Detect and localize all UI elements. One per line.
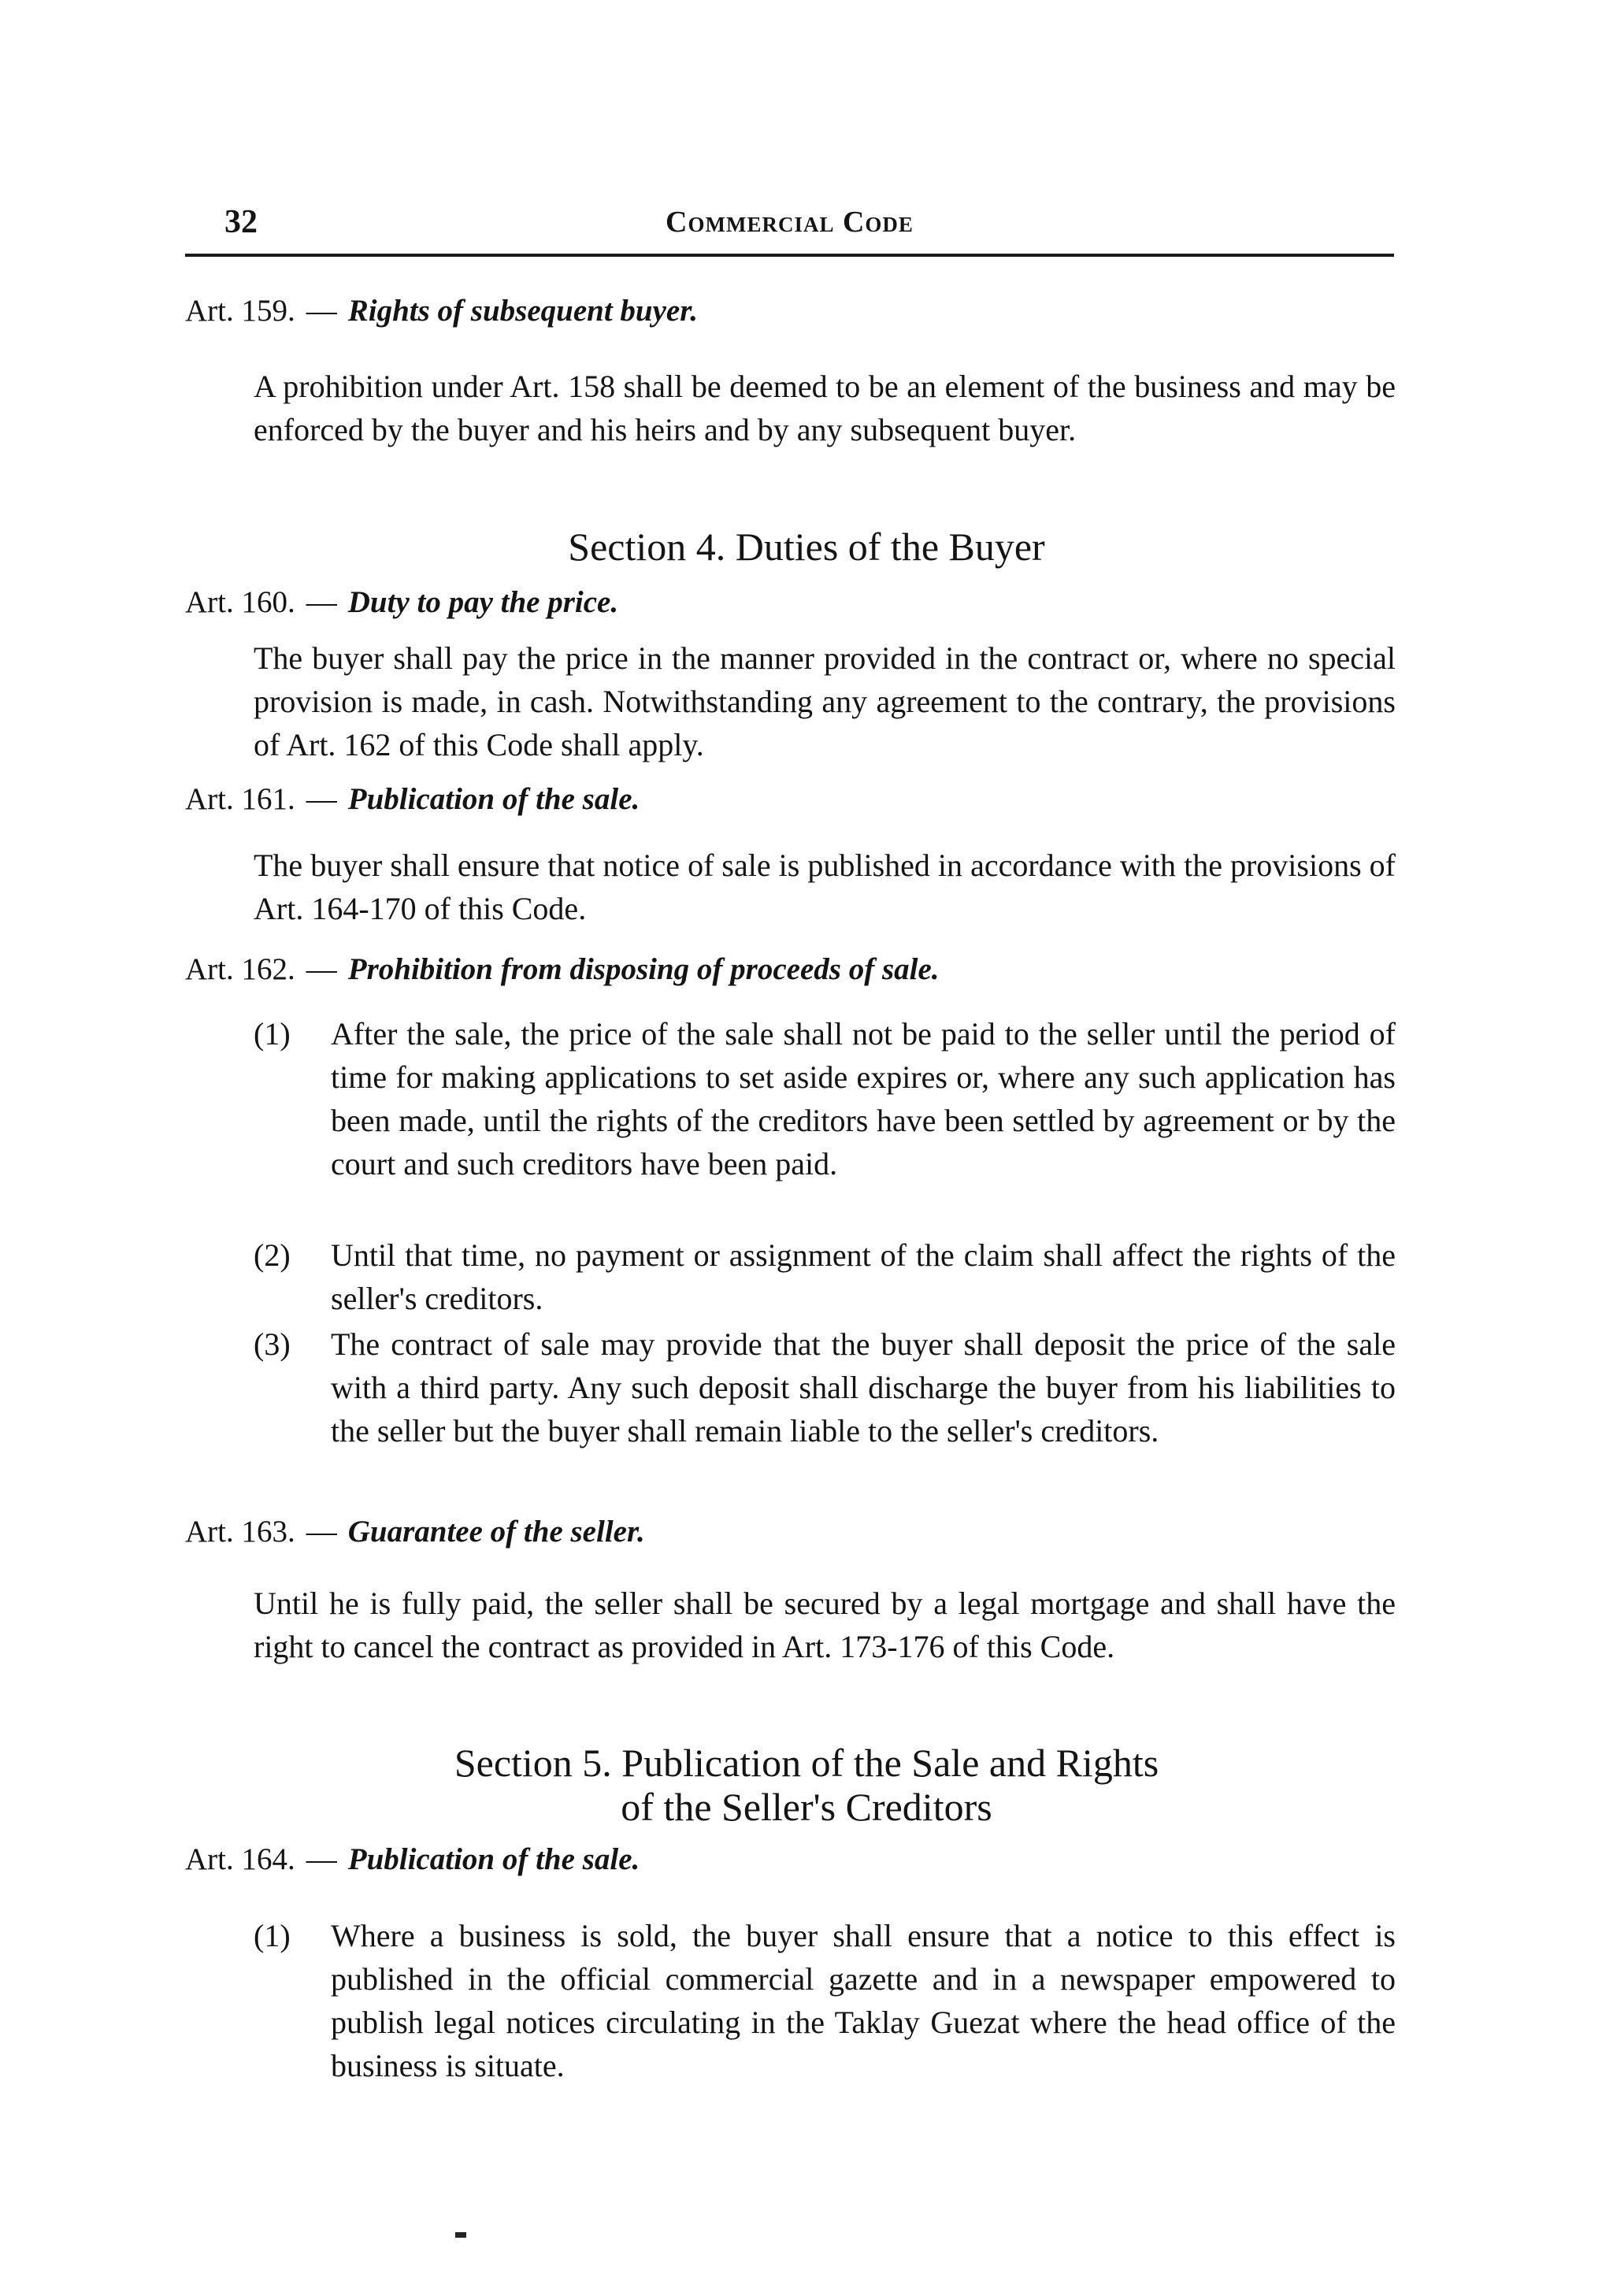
running-title: Commercial Code [666, 206, 914, 239]
article-162-item-1 [254, 1012, 1396, 1185]
section-4-heading: Section 4. Duties of the Buyer [568, 525, 1045, 569]
item-number: (3) [254, 1326, 291, 1362]
article-title: Prohibition from disposing of proceeds of sale. [347, 952, 940, 986]
article-number: Art. 161. [185, 782, 295, 816]
section-5-heading-line-1: Section 5. Publication of the Sale and Rights [454, 1741, 1159, 1785]
article-161-paragraph: The buyer shall ensure that notice of sale is published in accordance with the provisions of Art. 164-170 of this Code. [254, 848, 1396, 926]
article-number: Art. 163. [185, 1515, 295, 1549]
article-title: Publication of the sale. [347, 782, 640, 816]
article-heading-163 [185, 1514, 645, 1549]
page-header [185, 203, 1394, 250]
item-text: After the sale, the price of the sale shall not be paid to the seller until the period of time for making applications to set aside expires or, where any such application has been made, until the rights of the creditors have been settled by agreement or by the court and such creditors have been paid. [331, 1016, 1396, 1181]
article-heading-160 [185, 584, 618, 620]
article-160-paragraph: The buyer shall pay the price in the manner provided in the contract or, where no special provision is made, in cash. Notwithstanding any agreement to the contrary, the provisions of Art. 162 of this Code shall apply. [254, 640, 1396, 762]
item-number: (1) [254, 1016, 291, 1052]
article-title: Duty to pay the price. [347, 585, 619, 619]
em-dash: — [306, 1842, 337, 1876]
section-5-heading-line-2: of the Seller's Creditors [621, 1785, 992, 1829]
article-number: Art. 159. [185, 294, 295, 328]
footer-mark [455, 2232, 466, 2238]
article-title: Rights of subsequent buyer. [347, 294, 699, 328]
article-163-paragraph: Until he is fully paid, the seller shall be secured by a legal mortgage and shall have the right to cancel the contract as provided in Art. 173-176 of this Code. [254, 1586, 1396, 1664]
item-number: (2) [254, 1237, 291, 1273]
em-dash: — [306, 952, 337, 986]
article-heading-161 [185, 781, 640, 817]
em-dash: — [306, 294, 337, 328]
article-number: Art. 160. [185, 585, 295, 619]
article-number: Art. 162. [185, 952, 295, 986]
section-5-heading [0, 1741, 1613, 1829]
em-dash: — [306, 782, 337, 816]
item-text: Where a business is sold, the buyer shall ensure that a notice to this effect is published in the official commercial gazette and in a newspaper empowered to publish legal notices circulating in the Taklay Guezat where the head office of the business is situate. [331, 1918, 1396, 2083]
em-dash: — [306, 1515, 337, 1549]
article-heading-162 [185, 951, 940, 987]
page-number: 32 [224, 204, 258, 240]
article-164-item-1 [254, 1914, 1396, 2087]
article-heading-164 [185, 1842, 640, 1877]
article-number: Art. 164. [185, 1842, 295, 1876]
article-162-item-2 [254, 1233, 1396, 1320]
article-title: Publication of the sale. [347, 1842, 640, 1876]
header-rule [185, 254, 1394, 257]
article-159-paragraph: A prohibition under Art. 158 shall be deemed to be an element of the business and may be enforced by the buyer and his heirs and by any subsequent buyer. [254, 369, 1396, 447]
em-dash: — [306, 585, 337, 619]
article-heading-159 [185, 293, 698, 328]
item-text: The contract of sale may provide that the buyer shall deposit the price of the sale with a third party. Any such deposit shall discharge the buyer from his liabilities to the seller but the buyer shall remain liable to the seller's creditors. [331, 1326, 1396, 1448]
item-number: (1) [254, 1918, 291, 1953]
article-162-item-3 [254, 1322, 1396, 1452]
article-title: Guarantee of the seller. [347, 1515, 645, 1549]
item-text: Until that time, no payment or assignment of the claim shall affect the rights of the seller's creditors. [331, 1237, 1396, 1316]
